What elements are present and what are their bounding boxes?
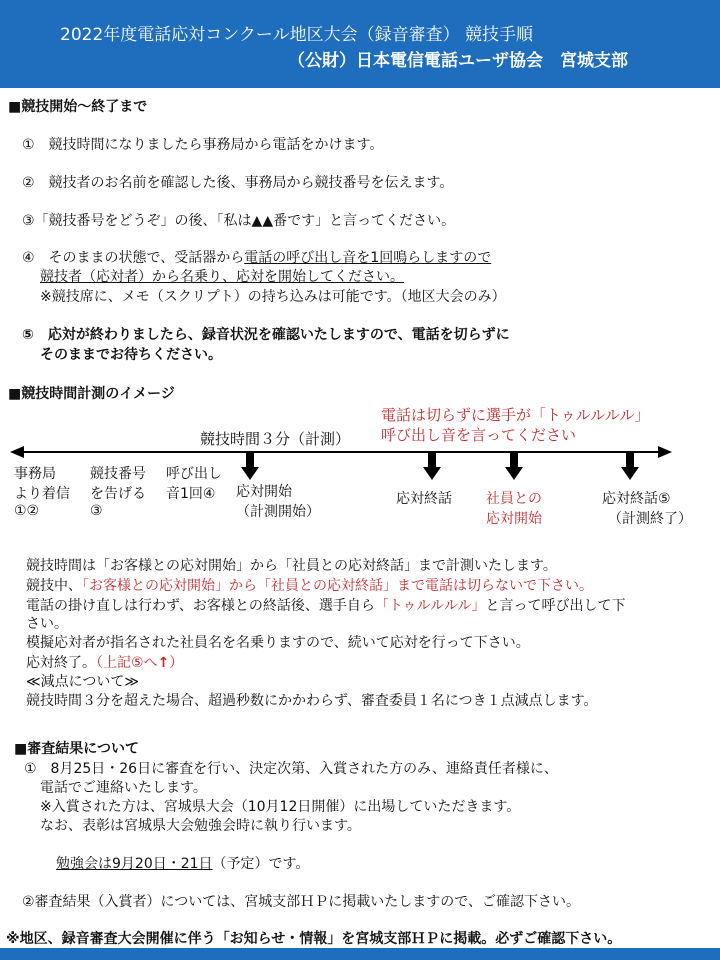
note-do-not-hang-up: 競技中、「お客様との応対開始」から「社員との応対終話」まで電話は切らないで下さい。 [26,578,593,594]
procedure-step-4-underlined: 電話の呼び出し音を1回鳴らしますので [244,250,492,266]
procedure-step-2: ② 競技者のお名前を確認した後、事務局から競技番号を伝えます。 [22,175,454,191]
timeline-label-start: 応対開始 （計測開始） [236,484,320,520]
note-measurement: 競技時間は「お客様との応対開始」から「社員との応対終話」まで計測いたします。 [26,558,557,574]
section-title-timeline: ■競技時間計測のイメージ [8,386,175,402]
timeline-duration-label: 競技時間３分（計測） [200,430,351,448]
results-line-2: 電話でご連絡いたします。 [40,780,207,796]
note-end: 応対終了。（上記⑤へ↑） [26,655,184,671]
timeline-marker-finish-icon [621,452,639,480]
timeline-marker-staff-start-icon [505,452,523,480]
timeline-arrow-left-icon [10,446,24,458]
procedure-step-4-note: ※競技席に、メモ（スクリプト）の持ち込みは可能です。（地区大会のみ） [40,289,506,305]
timeline-marker-end-call-icon [423,452,441,480]
timeline-label-staff-start: 社員との 応対開始 [486,491,542,527]
procedure-step-5-line2: そのままでお待ちください。 [40,347,222,363]
procedure-step-4-prefix: ④ そのままの状態で、受話器から [22,250,245,266]
section-title-procedure: ■競技開始～終了まで [8,99,148,115]
timeline-label-ring: 呼び出し 音1回④ [166,466,222,502]
note-no-redial: 電話の掛け直しは行わず、お客様との終話後、選手自ら「トゥルルルル」と言って呼び出して下 [26,598,626,614]
results-line-6: ②審査結果（入賞者）については、宮城支部ＨＰに掲載いたしますので、ご確認下さい。 [22,894,580,910]
section-title-results: ■審査結果について [14,741,139,757]
results-line-1: ① 8月25日・26日に審査を行い、決定次第、入賞された方のみ、連絡責任者様に、 [24,761,558,777]
timeline-note-line2: 呼び出し音を言ってください [381,426,577,444]
timeline-label-finish: 応対終話⑤ （計測終了） [602,491,692,527]
results-line-3: ※入賞された方は、宮城県大会（10月12日開催）に出場していただきます。 [40,799,521,815]
timeline-label-incoming: 事務局 より着信 ①② [14,466,70,519]
procedure-step-4 [22,247,491,267]
procedure-step-4-line2: 競技者（応対者）から名乗り、応対を開始してください。 [40,269,404,285]
timeline-label-number: 競技番号 を告げる ③ [90,466,146,519]
header-title: 2022年度電話応対コンクール地区大会（録音審査） 競技手順 [60,25,533,45]
procedure-step-1: ① 競技時間になりましたら事務局から電話をかけます。 [22,137,384,153]
timeline-label-end-call: 応対終話 [396,491,452,507]
note-no-redial-cont: さい。 [26,616,68,632]
footer-bar [0,948,720,960]
timeline-marker-start-icon [241,452,259,480]
note-mock-responder: 模擬応対者が指名された社員名を名乗りますので、続いて応対を行って下さい。 [26,635,530,651]
procedure-step-5: ⑤ 応対が終わりましたら、録音状況を確認いたしますので、電話を切らずに [22,327,510,343]
results-study-session: 勉強会は9月20日・21日（予定）です。 [56,856,310,872]
procedure-step-3: ③「競技番号をどうぞ」の後、「私は▲▲番です」と言ってください。 [22,213,456,229]
up-arrow-icon: ↑ [157,655,170,671]
footer-notice: ※地区、録音審査大会開催に伴う「お知らせ・情報」を宮城支部ＨＰに掲載。必ずご確認下さい。 [6,931,622,947]
timeline-arrow-right-icon [658,446,672,458]
results-line-4: なお、表彰は宮城県大会勉強会時に執り行います。 [40,818,361,834]
note-deduction-title: ≪減点について≫ [26,674,140,690]
header-banner [0,0,720,88]
timeline-note-line1: 電話は切らずに選手が「トゥルルルル」 [381,406,650,424]
header-subtitle: （公財）日本電信電話ユーザ協会 宮城支部 [288,51,628,71]
note-deduction-rule: 競技時間３分を超えた場合、超過秒数にかかわらず、審査委員１名につき１点減点します。 [26,693,598,709]
